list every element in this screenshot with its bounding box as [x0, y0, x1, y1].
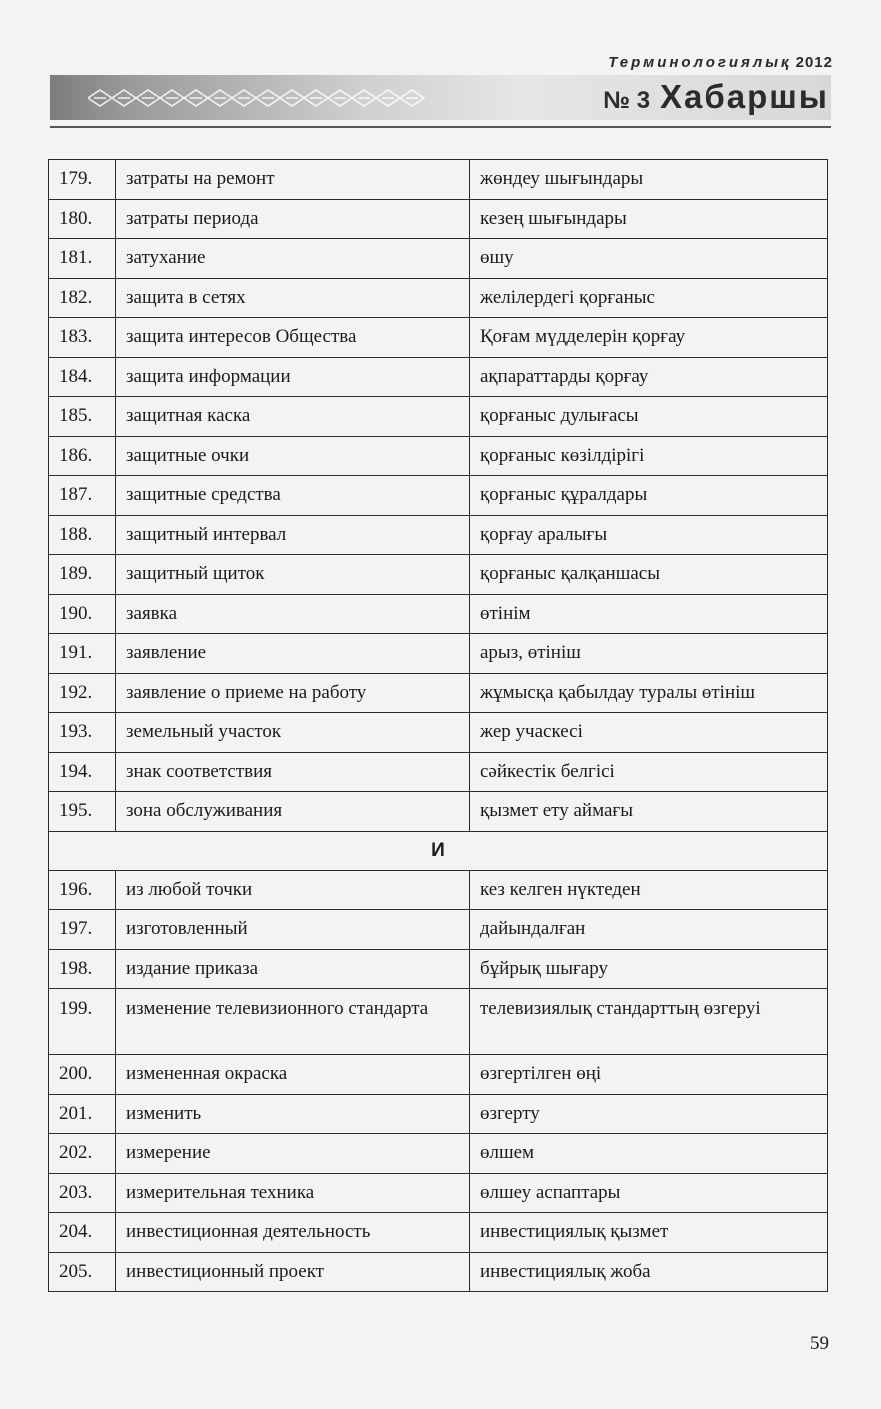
russian-term: знак соответствия — [116, 752, 470, 792]
term-number: 195. — [49, 792, 116, 832]
journal-name: Хабаршы — [660, 78, 829, 115]
russian-term: заявление — [116, 634, 470, 674]
russian-term: защитная каска — [116, 397, 470, 437]
russian-term: защита интересов Общества — [116, 318, 470, 358]
header-divider — [50, 126, 831, 128]
kazakh-term: қызмет ету аймағы — [470, 792, 828, 832]
term-number: 189. — [49, 555, 116, 595]
kazakh-term: ақпараттарды қорғау — [470, 357, 828, 397]
table-row — [49, 278, 828, 318]
term-number: 204. — [49, 1213, 116, 1253]
issue-number: № 3 — [603, 87, 651, 114]
russian-term: защитный щиток — [116, 555, 470, 595]
term-number: 196. — [49, 870, 116, 910]
table-row — [49, 239, 828, 279]
table-row — [49, 515, 828, 555]
term-number: 184. — [49, 357, 116, 397]
kazakh-term: өзгертілген өңі — [470, 1055, 828, 1095]
kazakh-term: қорғаныс құралдары — [470, 476, 828, 516]
table-row — [49, 1134, 828, 1174]
term-number: 201. — [49, 1094, 116, 1134]
term-number: 179. — [49, 160, 116, 200]
term-number: 205. — [49, 1252, 116, 1292]
table-row — [49, 318, 828, 358]
page-header — [0, 0, 881, 140]
term-number: 190. — [49, 594, 116, 634]
table-row — [49, 594, 828, 634]
table-row — [49, 1213, 828, 1253]
kazakh-term: кез келген нүктеден — [470, 870, 828, 910]
kazakh-term: өлшеу аспаптары — [470, 1173, 828, 1213]
russian-term: измененная окраска — [116, 1055, 470, 1095]
russian-term: заявка — [116, 594, 470, 634]
term-number: 183. — [49, 318, 116, 358]
term-number: 194. — [49, 752, 116, 792]
kazakh-term: жер учаскесі — [470, 713, 828, 753]
table-row — [49, 752, 828, 792]
journal-title: Терминологиялық — [608, 54, 792, 71]
term-number: 203. — [49, 1173, 116, 1213]
russian-term: изменение телевизионного стандарта — [116, 989, 470, 1055]
terms-table — [48, 159, 828, 1292]
table-row — [49, 1252, 828, 1292]
russian-term: заявление о приеме на работу — [116, 673, 470, 713]
journal-year: 2012 — [795, 54, 833, 71]
table-row — [49, 1173, 828, 1213]
russian-term: издание приказа — [116, 949, 470, 989]
page-number: 59 — [810, 1333, 829, 1354]
table-row — [49, 436, 828, 476]
table-row — [49, 713, 828, 753]
russian-term: инвестиционная деятельность — [116, 1213, 470, 1253]
russian-term: защита в сетях — [116, 278, 470, 318]
kazakh-term: өтінім — [470, 594, 828, 634]
kazakh-term: инвестициялық қызмет — [470, 1213, 828, 1253]
table-row — [49, 160, 828, 200]
table-row — [49, 870, 828, 910]
table-row — [49, 357, 828, 397]
kazakh-term: арыз, өтініш — [470, 634, 828, 674]
russian-term: защита информации — [116, 357, 470, 397]
kazakh-term: Қоғам мүдделерін қорғау — [470, 318, 828, 358]
russian-term: зона обслуживания — [116, 792, 470, 832]
term-number: 188. — [49, 515, 116, 555]
kazakh-term: қорғаныс қалқаншасы — [470, 555, 828, 595]
russian-term: изменить — [116, 1094, 470, 1134]
kazakh-term: жұмысқа қабылдау туралы өтініш — [470, 673, 828, 713]
term-number: 192. — [49, 673, 116, 713]
table-row — [49, 792, 828, 832]
journal-title-line — [608, 54, 833, 71]
ornament-pattern-icon — [88, 86, 448, 110]
russian-term: из любой точки — [116, 870, 470, 910]
term-number: 199. — [49, 989, 116, 1055]
term-number: 198. — [49, 949, 116, 989]
term-number: 182. — [49, 278, 116, 318]
term-number: 180. — [49, 199, 116, 239]
russian-term: защитные очки — [116, 436, 470, 476]
term-number: 191. — [49, 634, 116, 674]
kazakh-term: жөндеу шығындары — [470, 160, 828, 200]
kazakh-term: кезең шығындары — [470, 199, 828, 239]
section-letter-row — [49, 831, 828, 870]
kazakh-term: сәйкестік белгісі — [470, 752, 828, 792]
russian-term: затраты на ремонт — [116, 160, 470, 200]
term-number: 197. — [49, 910, 116, 950]
russian-term: измерение — [116, 1134, 470, 1174]
russian-term: защитный интервал — [116, 515, 470, 555]
russian-term: земельный участок — [116, 713, 470, 753]
table-row — [49, 949, 828, 989]
kazakh-term: өзгерту — [470, 1094, 828, 1134]
term-number: 186. — [49, 436, 116, 476]
term-number: 185. — [49, 397, 116, 437]
section-letter: И — [49, 831, 828, 870]
russian-term: инвестиционный проект — [116, 1252, 470, 1292]
kazakh-term: қорғаныс дулығасы — [470, 397, 828, 437]
russian-term: затраты периода — [116, 199, 470, 239]
table-row — [49, 634, 828, 674]
table-row — [49, 910, 828, 950]
table-row — [49, 555, 828, 595]
russian-term: изготовленный — [116, 910, 470, 950]
term-number: 187. — [49, 476, 116, 516]
kazakh-term: қорғаныс көзілдірігі — [470, 436, 828, 476]
russian-term: затухание — [116, 239, 470, 279]
kazakh-term: телевизиялық стандарттың өзгеруі — [470, 989, 828, 1055]
term-number: 193. — [49, 713, 116, 753]
table-row — [49, 199, 828, 239]
kazakh-term: желілердегі қорғаныс — [470, 278, 828, 318]
russian-term: измерительная техника — [116, 1173, 470, 1213]
kazakh-term: өшу — [470, 239, 828, 279]
term-number: 202. — [49, 1134, 116, 1174]
term-number: 200. — [49, 1055, 116, 1095]
table-row — [49, 989, 828, 1055]
table-row — [49, 397, 828, 437]
table-row — [49, 673, 828, 713]
kazakh-term: қорғау аралығы — [470, 515, 828, 555]
kazakh-term: өлшем — [470, 1134, 828, 1174]
table-row — [49, 476, 828, 516]
issue-label — [603, 78, 829, 116]
kazakh-term: бұйрық шығару — [470, 949, 828, 989]
term-number: 181. — [49, 239, 116, 279]
russian-term: защитные средства — [116, 476, 470, 516]
table-row — [49, 1094, 828, 1134]
table-row — [49, 1055, 828, 1095]
kazakh-term: инвестициялық жоба — [470, 1252, 828, 1292]
kazakh-term: дайындалған — [470, 910, 828, 950]
